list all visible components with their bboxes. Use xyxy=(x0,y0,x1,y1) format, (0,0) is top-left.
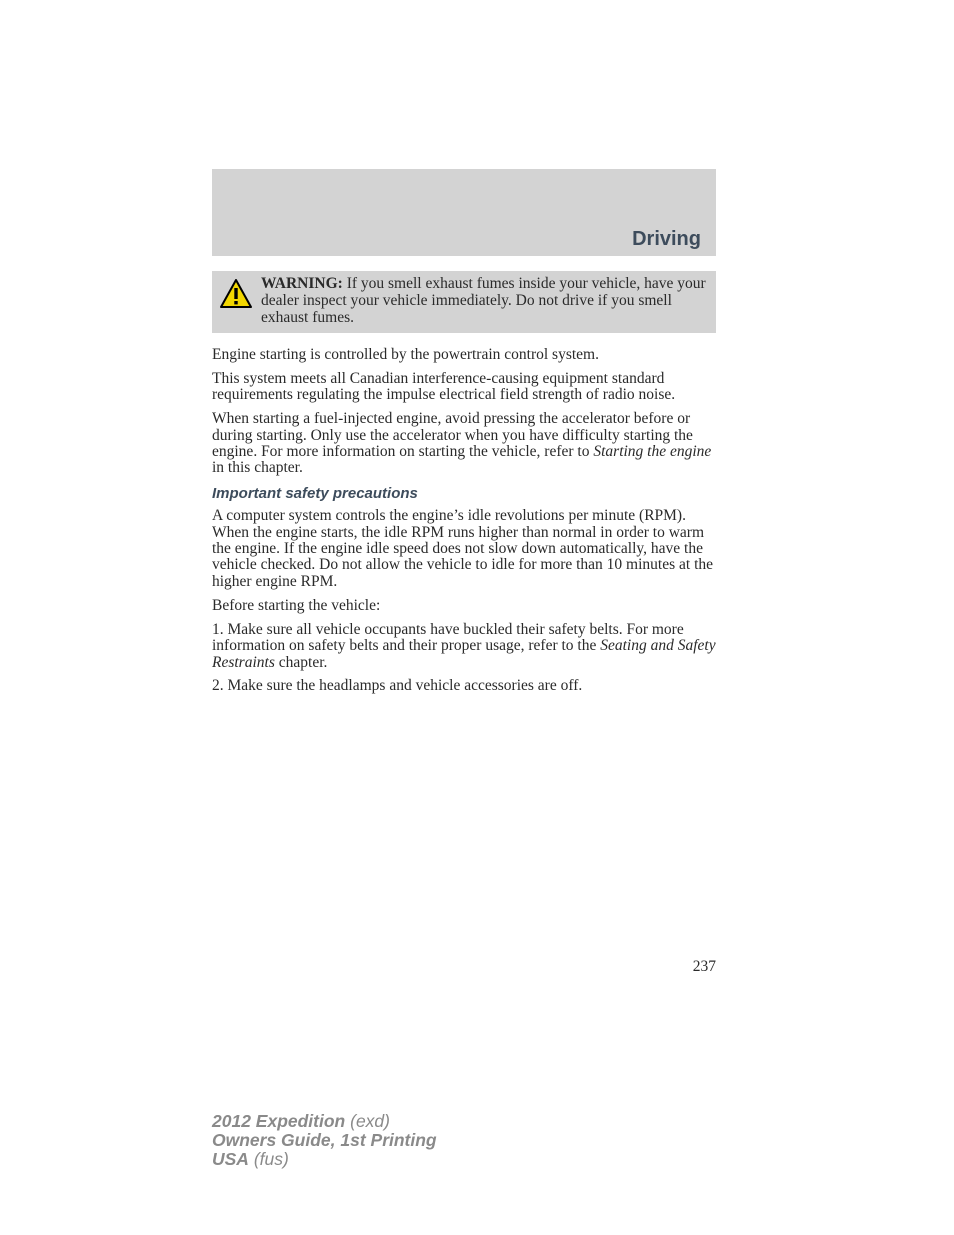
paragraph-powertrain: Engine starting is controlled by the powertrain control system. xyxy=(212,346,599,363)
step-1-end: chapter. xyxy=(274,653,328,671)
page-number: 237 xyxy=(692,958,716,975)
warning-label: WARNING: xyxy=(261,275,343,292)
footer-publication-info xyxy=(212,1112,437,1169)
paragraph-fuel-injected xyxy=(212,411,716,477)
body-text xyxy=(212,347,716,702)
step-2-headlamps: 2. Make sure the headlamps and vehicle accessories are off. xyxy=(212,677,583,695)
paragraph-idle-rpm: A computer system controls the engine’s idle revolutions per minute (RPM). When the engine starts, the idle RPM runs higher than normal in order to warm the engine. If the engine idle speed does not slow down automatically, have the vehicle checked. Do not allow the vehicle to idle for more than 10 minutes at the higher engine RPM. xyxy=(212,507,714,590)
footer-market-code: (fus) xyxy=(248,1149,289,1169)
section-title: Driving xyxy=(632,228,701,250)
warning-text: If you smell exhaust fumes inside your vehicle, have your dealer inspect your vehicle immediately. Do not drive if you smell exhaust fumes. xyxy=(261,275,706,326)
footer-market: USA xyxy=(212,1149,249,1169)
paragraph-fuel-injected-end: in this chapter. xyxy=(212,459,303,477)
paragraph-fuel-injected-text: When starting a fuel-injected engine, avoid pressing the accelerator before or during starting. Only use the accelerator when you have difficulty starting the engine. For more information on starting the vehicle, refer to xyxy=(212,410,693,461)
footer-model: 2012 Expedition xyxy=(212,1111,346,1131)
footer-model-code: (exd) xyxy=(345,1111,390,1131)
warning-box xyxy=(212,271,716,333)
footer-edition: Owners Guide, 1st Printing xyxy=(212,1130,437,1150)
footer-line-1 xyxy=(212,1112,437,1131)
warning-triangle-icon xyxy=(219,277,253,311)
reference-starting-the-engine: Starting the engine xyxy=(593,443,712,461)
step-1-safety-belts xyxy=(212,622,716,671)
reference-seating-restraints: Seating and Safety Restraints xyxy=(212,637,716,671)
paragraph-canadian-standard: This system meets all Canadian interference-causing equipment standard requirements regulating the impulse electrical field strength of radio noise. xyxy=(212,369,676,404)
footer-line-3 xyxy=(212,1150,437,1169)
paragraph-before-starting: Before starting the vehicle: xyxy=(212,596,381,614)
step-1-text: 1. Make sure all vehicle occupants have buckled their safety belts. For more information on safety belts and their proper usage, refer to the xyxy=(212,620,684,655)
footer-line-2 xyxy=(212,1131,437,1150)
subheading-safety-precautions: Important safety precautions xyxy=(212,484,418,502)
section-header-band xyxy=(212,169,716,256)
